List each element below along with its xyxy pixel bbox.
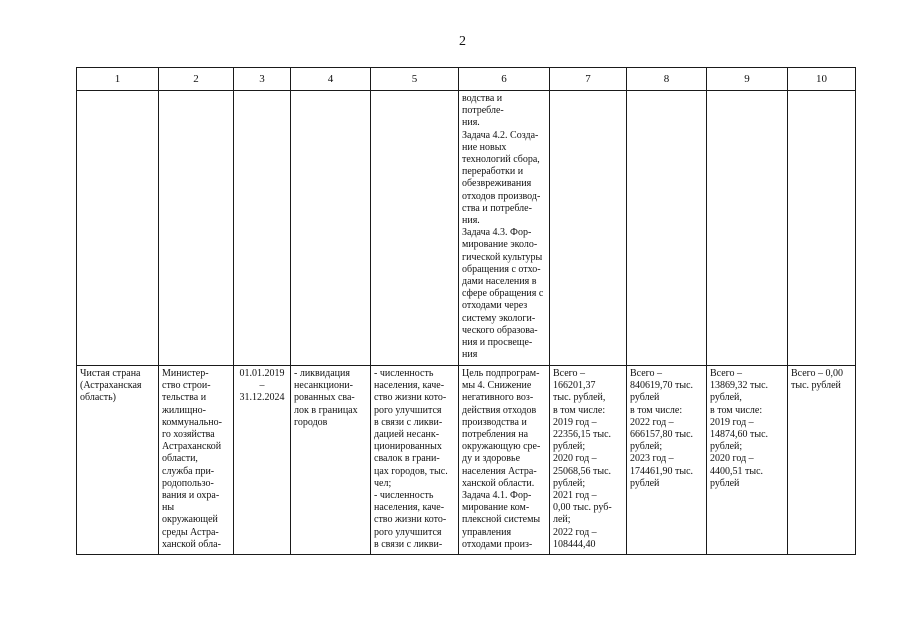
table-header-row [77,68,856,91]
table-cell-goals: водства и потребле- ния. Задача 4.2. Созда- ние новых технологий сбора, переработки и обезвреживания отходов производ- ства и потребле- ния. Задача 4.3. Фор- мирование эколо- гической культуры обращения с отхо- дами населения в сфере обращения с отходами через систему экологи- ческого образова- ния и просвеще- ния [459,91,550,366]
period-cell: 01.01.2019 – 31.12.2024 [234,366,291,555]
table-cell [291,91,371,366]
table-cell [234,91,291,366]
table-row-continuation [77,91,856,366]
table-cell [77,91,159,366]
funding-cell: Всего – 166201,37 тыс. рублей, в том числе: 2019 год – 22356,15 тыс. рублей; 2020 год – 25068,56 тыс. рублей; 2021 год – 0,00 тыс. руб- лей; 2022 год – 108444,40 [550,366,627,555]
column-header: 3 [234,68,291,91]
table-cell [707,91,788,366]
indicator-cell: - численность населения, каче- ство жизни кото- рого улучшится в связи с ликви- дацией несанк- ционированных свалок в грани- цах городов, тыс. чел; - численность населения, каче- ство жизни кото- рого улучшится в связи с ликви- [371,366,459,555]
program-table [76,67,856,555]
table-row-program [77,366,856,555]
column-header: 10 [788,68,856,91]
column-header: 5 [371,68,459,91]
table-cell [371,91,459,366]
column-header: 4 [291,68,371,91]
column-header: 2 [159,68,234,91]
funding-cell: Всего – 840619,70 тыс. рублей в том числе: 2022 год – 666157,80 тыс. рублей; 2023 год – 174461,90 тыс. рублей [627,366,707,555]
program-name-cell: Чистая страна (Астраханская область) [77,366,159,555]
table-cell [550,91,627,366]
column-header: 1 [77,68,159,91]
column-header: 7 [550,68,627,91]
column-header: 9 [707,68,788,91]
responsible-executor-cell: Министер- ство строи- тельства и жилищно- коммунально- го хозяйства Астраханской области, служба при- родопользо- вания и охра- ны окружающей среды Астра- ханской обла- [159,366,234,555]
result-cell: - ликвидация несанкциони- рованных сва- лок в границах городов [291,366,371,555]
goal-cell: Цель подпрограм- мы 4. Снижение негативного воз- действия отходов производства и потребления на окружающую сре- ду и здоровье населения Астра- ханской области. Задача 4.1. Фор- мирование ком- плексной системы управления отходами произ- [459,366,550,555]
page-number: 2 [459,34,466,49]
column-header: 6 [459,68,550,91]
column-header: 8 [627,68,707,91]
table-cell [159,91,234,366]
table-cell [788,91,856,366]
funding-cell: Всего – 0,00 тыс. рублей [788,366,856,555]
funding-cell: Всего – 13869,32 тыс. рублей, в том числе: 2019 год – 14874,60 тыс. рублей; 2020 год – 4400,51 тыс. рублей [707,366,788,555]
table-cell [627,91,707,366]
